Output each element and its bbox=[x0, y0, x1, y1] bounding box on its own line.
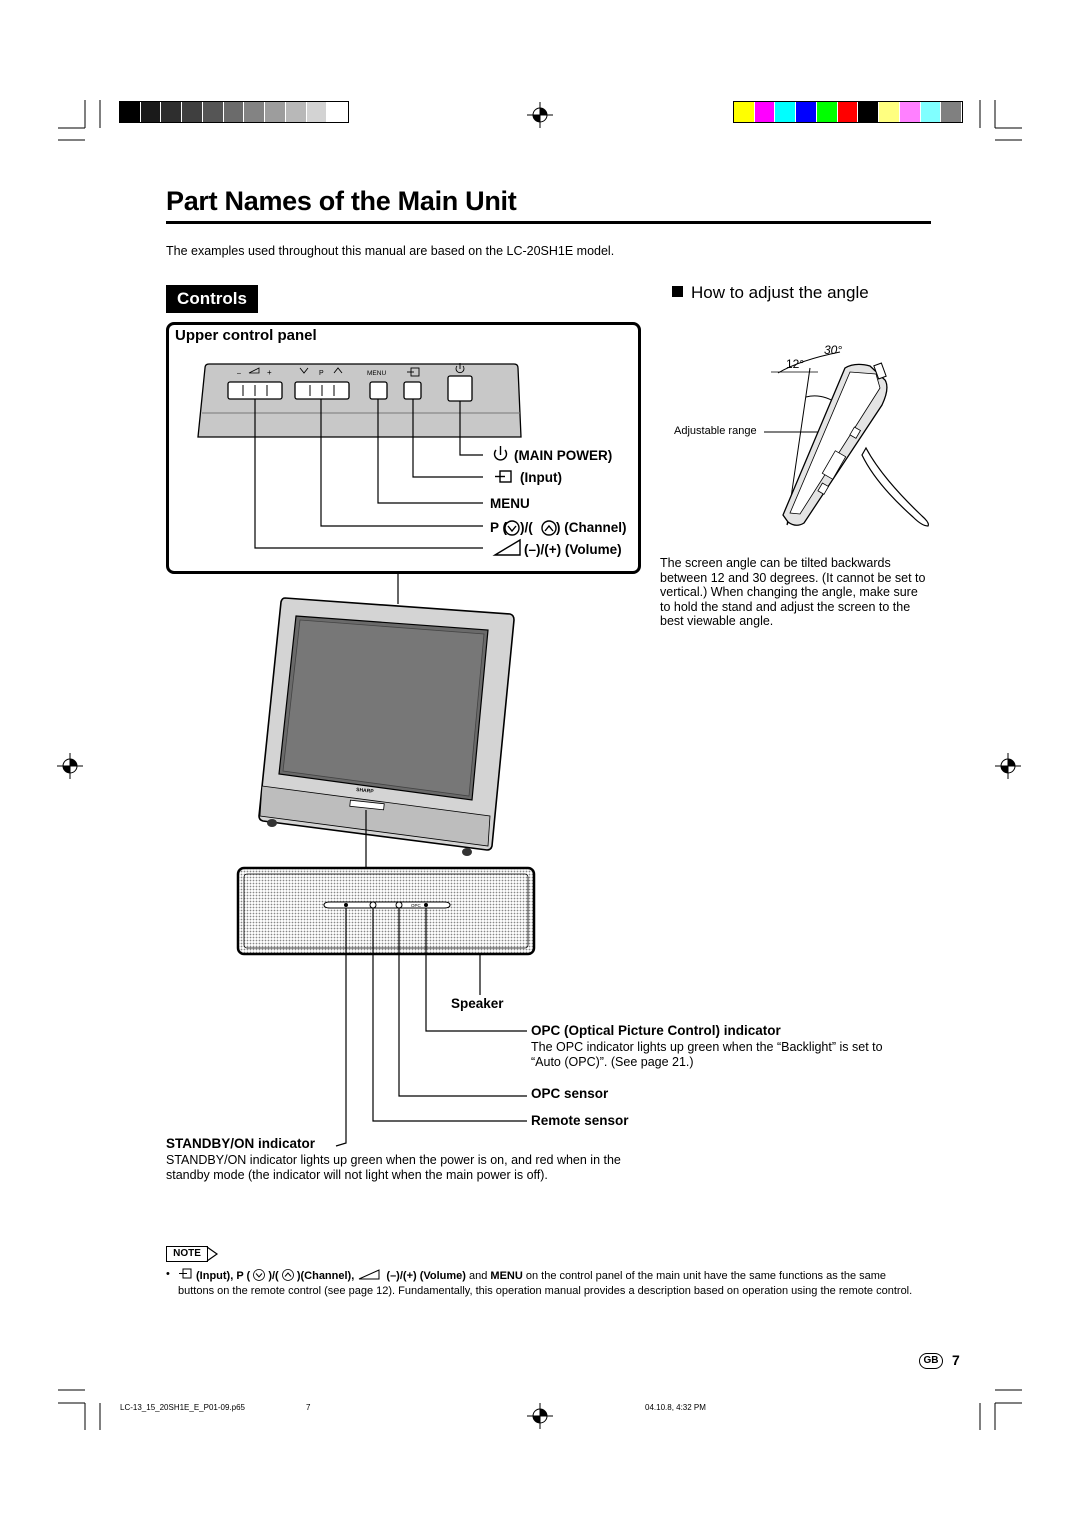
chevron-down-icon bbox=[250, 1270, 268, 1282]
channel-label-prefix: P ( bbox=[490, 520, 508, 535]
upper-control-panel-title: Upper control panel bbox=[175, 327, 317, 344]
channel-label-mid: )/( bbox=[520, 520, 533, 535]
panel-plus-text: + bbox=[267, 368, 272, 377]
channel-label: ) (Channel) bbox=[556, 520, 627, 535]
tv-brand-text: SHARP bbox=[355, 787, 374, 795]
adjustable-range-label: Adjustable range bbox=[674, 425, 757, 437]
note-channel: )(Channel), bbox=[296, 1270, 355, 1282]
footer-file: LC-13_15_20SH1E_E_P01-09.p65 bbox=[120, 1403, 245, 1412]
page-title: Part Names of the Main Unit bbox=[166, 186, 517, 216]
chevron-up-icon bbox=[279, 1270, 297, 1282]
panel-p-text: P bbox=[319, 370, 324, 377]
note-and: and bbox=[465, 1270, 491, 1282]
standby-desc: STANDBY/ON indicator lights up green when the power is on, and red when in the standby mode (the indicator will not light when the main power is off). bbox=[166, 1153, 621, 1182]
input-icon bbox=[178, 1268, 196, 1284]
note-arrow-icon bbox=[207, 1247, 221, 1261]
main-power-label: (MAIN POWER) bbox=[514, 448, 613, 463]
note-menu: MENU bbox=[490, 1270, 523, 1282]
note-channel-prefix: , P ( bbox=[230, 1270, 251, 1282]
note-badge: NOTE bbox=[166, 1246, 208, 1262]
panel-menu-text: MENU bbox=[367, 370, 387, 377]
opc-indicator-label: OPC (Optical Picture Control) indicator bbox=[531, 1023, 781, 1038]
footer-date: 04.10.8, 4:32 PM bbox=[645, 1403, 706, 1412]
angle-heading-text: How to adjust the angle bbox=[691, 283, 869, 302]
angle-30-label: 30° bbox=[824, 343, 843, 357]
speaker-label: Speaker bbox=[451, 996, 504, 1011]
note-rest: on the control panel of the main unit have the same functions as the same buttons on the remote control (see page 12). Fundamentally, this operation manual provides a description based on operation using the remote control. bbox=[178, 1270, 913, 1297]
note-channel-mid: )/( bbox=[268, 1270, 279, 1282]
note-text bbox=[178, 1268, 918, 1298]
angle-description: The screen angle can be tilted backwards between 12 and 30 degrees. (It cannot be set to vertical.) When changing the angle, make sure to hold the stand and adjust the screen to the best viewable angle. bbox=[660, 556, 926, 629]
controls-section-heading: Controls bbox=[166, 285, 258, 313]
input-label: (Input) bbox=[520, 470, 562, 485]
note-bullet: • bbox=[166, 1268, 170, 1280]
standby-label: STANDBY/ON indicator bbox=[166, 1136, 316, 1151]
page-number: 7 bbox=[952, 1352, 960, 1368]
opc-panel-text: OPC bbox=[411, 903, 421, 908]
angle-12-label: 12° bbox=[786, 357, 805, 371]
menu-label: MENU bbox=[490, 496, 530, 511]
region-badge: GB bbox=[919, 1353, 943, 1369]
note-input: (Input) bbox=[196, 1270, 231, 1282]
panel-minus-text: – bbox=[237, 370, 241, 377]
opc-indicator-desc: The OPC indicator lights up green when the “Backlight” is set to “Auto (OPC)”. (See page 21.) bbox=[531, 1040, 883, 1069]
footer-page: 7 bbox=[306, 1403, 311, 1412]
intro-text: The examples used throughout this manual are based on the LC-20SH1E model. bbox=[166, 244, 615, 258]
remote-sensor-label: Remote sensor bbox=[531, 1113, 629, 1128]
volume-label: (–)/(+) (Volume) bbox=[524, 542, 622, 557]
volume-icon bbox=[357, 1270, 386, 1282]
note-volume: (–)/(+) (Volume) bbox=[386, 1270, 466, 1282]
opc-sensor-label: OPC sensor bbox=[531, 1086, 609, 1101]
